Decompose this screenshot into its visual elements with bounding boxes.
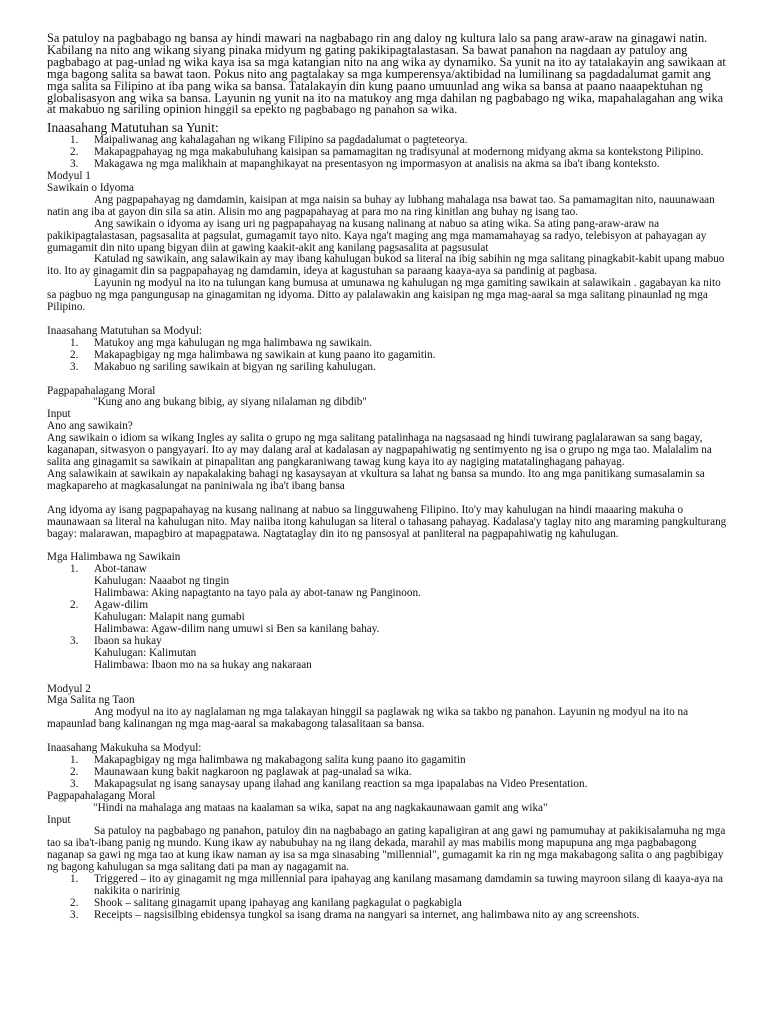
module1-objectives-list <box>47 338 727 374</box>
module2-terms-list <box>47 874 727 922</box>
example-sentence: Halimbawa: Agaw-dilim nang umuwi si Ben sa kanilang bahay. <box>94 622 380 635</box>
examples-heading: Mga Halimbawa ng Sawikain <box>47 551 181 564</box>
list-item: 1. Maipaliwanag ang kahalagahan ng wikang Filipino sa pagdadalumat o pagteteorya. <box>94 135 727 147</box>
list-item: 3. Makabuo ng sariling sawikain at bigyan ng sariling kahulugan. <box>94 362 727 374</box>
example-item <box>94 564 727 600</box>
list-item: 3. Makagawa ng mga malikhain at mapanghikayat na presentasyon ng impormasyon at analisis na akma sa iba't ibang konteksto. <box>94 159 727 171</box>
list-item: 2. Makapagpahayag ng mga makabuluhang kaisipan sa pamamagitan ng tradisyunal at modernong midyang akma sa kontekstong Pilipino. <box>94 147 727 159</box>
list-item: 1. Makapagbigay ng mga halimbawa ng makabagong salita kung paano ito gagamitin <box>94 755 727 767</box>
module2-moral-quote: "Hindi na mahalaga ang mataas na kaalaman sa wika, sapat na ang nagkakaunawaan gamit ang wika" <box>93 801 548 814</box>
example-meaning: Kahulugan: Kalimutan <box>94 646 197 659</box>
example-sentence: Halimbawa: Aking napagtanto na tayo pala ay abot-tanaw ng Panginoon. <box>94 587 421 600</box>
module2-objectives-heading: Inaasahang Makukuha sa Modyul: <box>47 742 202 755</box>
example-item <box>94 636 727 672</box>
module2-paragraph: Ang modyul na ito ay naglalaman ng mga talakayan hinggil sa paglawak ng wika sa takbo ng panahon. Layunin ng modyul na ito na mapaunlad bang kalinangan ng mga mag-aaral sa makabagong talasalitaan sa bansa. <box>47 706 689 731</box>
intro-text: Sa patuloy na pagbabago ng bansa ay hindi mawari na nagbabago rin ang daloy ng kultura lalo sa pang araw-araw na ginagawi natin. Kabilang na nito ang wikang siyang pinaka midyum ng gating pakikipagtalastasan. Sa bawat panahon na nagdaan ay patuloy ang pagbabago at pag-unlad ng wika kaya isa sa mga katangian nito na ang wika ay dynamiko. Sa yunit na ito ay tatalakayin ang sawikaan at mga bagong salita sa bawat taon. Pokus nito ang pagtalakay sa mga kumperensya/aktibidad na lumilinang sa pagdadalumat gamit ang mga salita sa Filipino at iba pang wika sa bansa. Tatalakayin din kung paano umuunlad ang wika sa bansa at paano naaapektuhan ng globalisasyon ang wika sa bansa. Layunin ng yunit na ito na matukoy ang mga dahilan ng pagbabago ng wika, mapahalagahan ang wika at makabuo ng sariling opinion <box>47 31 726 117</box>
module1-moral-quote: "Kung ano ang bukang bibig, ay siyang nilalaman ng dibdib" <box>93 396 367 409</box>
definition-paragraph: Ang idyoma ay isang pagpapahayag na kusang nalinang at nabuo sa lingguwaheng Filipino. Ito'y may kahulugan na hindi maaaring makuha o maunawaan sa literal na kahulugan nito. May naiiba itong kahulugan sa literal o tahasang pahayag. Kadalasa'y taglay nito ang maraming pangkulturang bagay: malarawan, mapagbiro at mapagpatawa. Nagtataglay din ito ng pansosyal at panliteral na pagpapahiwatig ng kahulugan. <box>47 503 727 540</box>
module2-paragraph: Sa patuloy na pagbabago ng panahon, patuloy din na nagbabago an gating kapaligiran at ang gawi ng pamumuhay at pakikisalamuha ng mga tao sa iba't-ibang panig ng mundo. Kung ikaw ay nabubuhay na ng ilang dekada, marahil ay mas mabilis mong mapupuna ang mga pagbabagong naganap sa gawi ng mga tao at kung ikaw naman ay isa sa mga sinasabing "millennial", gumagamit ka rin ng mga makabagong salita o ang pagbibigay ng bagong kahulugan sa mga salitang dati pa man ay nagagamit na. <box>47 825 726 874</box>
definition-paragraph: Ang sawikain o idiom sa wikang Ingles ay salita o grupo ng mga salitang patalinhaga na nagsasaad ng hindi tuwirang paglalarawan sa sang bagay, kaganapan, sitwasyon o pangyayari. Ito ay may dalang aral at kadalasan ay nagpapahiwatig ng sentimyento ng isa o grupo ng mga tao. Malalalim na salita ang ginagamit sa sawikain at pinapalitan ang pangkaraniwang tawag kung kaya ito ay nagiging matatalinghagang pahayag. <box>47 432 712 468</box>
example-term: 1. Abot-tanaw <box>94 563 147 576</box>
document-page <box>47 33 727 922</box>
module1-label: Modyul 1 <box>47 170 91 183</box>
module2-moral-heading: Pagpapahalagang Moral <box>47 789 156 802</box>
list-item: 3. Makapagsulat ng isang sanaysay upang ilahad ang kanilang reaction sa mga ipapalabas na Video Presentation. <box>94 779 727 791</box>
module1-paragraph: Ang sawikain o idyoma ay isang uri ng pagpapahayag na kusang nalinang at nabuo sa ating wika. Sa ating pang-araw-araw na pakikipagtalastasan, pagsasalita at pagsulat, gumagamit tayo nito. Kaya nga't maging ang mga mamamahayag sa radyo, telebisyon at pahayagan ay gumagamit din nito upang bigyan diin at gawing kaakit-akit ang kanilang pagsasalita at pagsusulat <box>47 217 707 254</box>
example-term: 3. Ibaon sa hukay <box>94 634 162 647</box>
module2-objectives-list <box>47 755 727 791</box>
list-item: 2. Makapagbigay ng mga halimbawa ng sawikain at kung paano ito gagamitin. <box>94 350 727 362</box>
unit-objectives-list <box>47 135 727 171</box>
example-meaning: Kahulugan: Malapit nang gumabi <box>94 610 245 623</box>
definition-paragraph: Ang salawikain at sawikain ay napakalaking bahagi ng kasaysayan at vkultura sa lahat ng bansa sa mundo. Ito ang mga panitikang sumasalamin sa magkapareho at magkasalungat na paniniwala ng iba't ibang bansa <box>47 467 705 492</box>
intro-text-tail: hinggil sa epekto ng pagbabago ng panahon sa wika. <box>204 102 458 117</box>
module2-input-label: Input <box>47 813 71 826</box>
module1-paragraph: Katulad ng sawikain, ang salawikain ay may ibang kahulugan bukod sa literal na ibig sabihin ng mga salitang pinagkabit-kabit upang mabuo ito. Ito ay ginagamit din sa pagpapahayag ng damdamin, ideya at kagustuhan sa paraang kaaya-aya sa pandinig at pagbasa. <box>47 253 725 278</box>
list-item: 1. Matukoy ang mga kahulugan ng mga halimbawa ng sawikain. <box>94 338 727 350</box>
module1-paragraph: Layunin ng modyul na ito na tulungan kang bumusa at umunawa ng kahulugan ng mga gamiting sawikain at salawikain . gagabayan ka nito sa pagbuo ng mga pangungusap na ginagamitan ng idyoma. Ditto ay palalawakin ang kaisipan ng mga mag-aaral sa mga salitang pinaunlad ng mga Pilipino. <box>47 277 721 314</box>
example-term: 2. Agaw-dilim <box>94 599 149 612</box>
unit-objectives-heading: Inaasahang Matutuhan sa Yunit: <box>47 120 219 136</box>
module1-paragraph: Ang pagpapahayag ng damdamin, kaisipan at mga naisin sa buhay ay lubhang mahalaga nsa bawat tao. Sa pamamagitan nito, nauunawaan natin ang iba at gayon din sila sa atin. Alisin mo ang pagpapahayag at para mo na ring kinitlan ang buhay ng isang tao. <box>47 193 715 218</box>
list-item: 3. Receipts – nagsisilbing ebidensya tungkol sa isang drama na nangyari sa internet, ang halimbawa nito ay ang screenshots. <box>94 910 727 922</box>
example-sentence: Halimbawa: Ibaon mo na sa hukay ang nakaraan <box>94 658 312 671</box>
module1-moral-heading: Pagpapahalagang Moral <box>47 384 156 397</box>
module1-input-label: Input <box>47 408 71 421</box>
module2-title: Mga Salita ng Taon <box>47 694 135 707</box>
examples-list <box>47 564 727 671</box>
list-item: 1. Triggered – ito ay ginagamit ng mga millennial para ipahayag ang kanilang masamang damdamin sa tuwing mayroon silang di kaaya-aya na nakikita o naririnig <box>94 874 727 898</box>
example-meaning: Kahulugan: Naaabot ng tingin <box>94 575 230 588</box>
intro-paragraph <box>47 33 727 116</box>
module1-objectives-heading: Inaasahang Matutuhan sa Modyul: <box>47 324 203 337</box>
list-item: 2. Maunawaan kung bakit nagkaroon ng paglawak at pag-unalad sa wika. <box>94 767 727 779</box>
module1-question: Ano ang sawikain? <box>47 420 133 433</box>
list-item: 2. Shook – salitang ginagamit upang ipahayag ang kanilang pagkagulat o pagkabigla <box>94 898 727 910</box>
module1-title: Sawikain o Idyoma <box>47 181 134 194</box>
example-item <box>94 600 727 636</box>
module2-label: Modyul 2 <box>47 682 91 695</box>
